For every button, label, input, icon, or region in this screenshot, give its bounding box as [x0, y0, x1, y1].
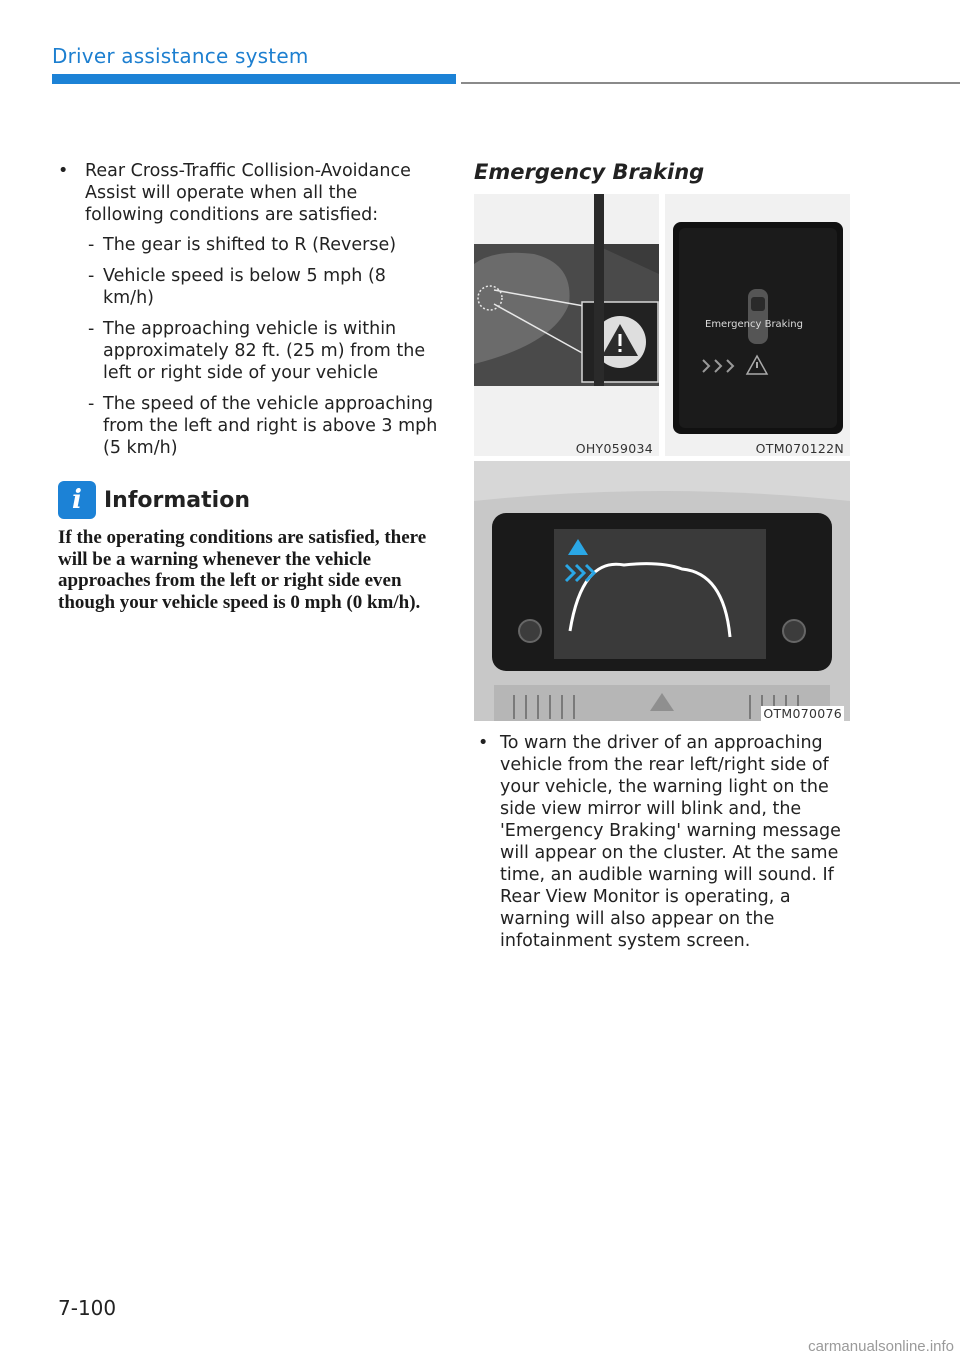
header-title: Driver assistance system: [52, 44, 309, 68]
bullet-dot-icon: •: [58, 161, 69, 181]
intro-bullet-text: Rear Cross-Traffic Collision-Avoidance Assist will operate when all the following conditions are satisfied:: [85, 161, 411, 225]
cluster-figure: [665, 194, 850, 456]
page-number: 7-100: [58, 1296, 117, 1320]
list-item: - The speed of the vehicle approaching from the left and right is above 3 mph (5 km/h): [88, 394, 438, 458]
section-title: Emergency Braking: [474, 160, 705, 184]
cluster-emergency-text: Emergency Braking: [705, 319, 803, 330]
info-icon: i: [58, 481, 96, 519]
cluster-illustration: [665, 194, 850, 456]
header-accent-bar: [52, 74, 456, 84]
left-column: [58, 160, 438, 613]
infotainment-illustration: [474, 461, 850, 721]
mirror-figure: [474, 194, 659, 456]
list-item: - The approaching vehicle is within approximately 82 ft. (25 m) from the left or right side of your vehicle: [88, 319, 426, 383]
cluster-figure-caption: OTM070122N: [755, 441, 844, 456]
list-item: - The gear is shifted to R (Reverse): [88, 235, 397, 255]
infotainment-figure-caption: OTM070076: [763, 706, 842, 721]
mirror-figure-caption: OHY059034: [575, 441, 653, 456]
conditions-list: [58, 234, 438, 459]
intro-bullet: [58, 160, 438, 226]
right-bullet-text: To warn the driver of an approaching vehicle from the rear left/right side of your vehicle, the warning light on the side view mirror will blink and, the 'Emergency Braking' warning message will appear on the cluster. At the same time, an audible warning will sound. If Rear View Monitor is operating, a warning will also appear on the infotainment system screen.: [500, 733, 841, 951]
right-bullet: [474, 732, 854, 952]
information-heading: [58, 481, 438, 519]
header-rule: [461, 82, 960, 84]
mirror-illustration: [474, 194, 659, 456]
infotainment-figure: [474, 461, 850, 721]
information-title: Information: [104, 487, 250, 513]
bullet-dot-icon: •: [478, 733, 489, 753]
watermark: carmanualsonline.info: [808, 1338, 954, 1355]
information-body: If the operating conditions are satisfied, there will be a warning whenever the vehicle approaches from the left or right side even though your vehicle speed is 0 mph (0 km/h).: [58, 527, 427, 613]
list-item: - Vehicle speed is below 5 mph (8 km/h): [88, 266, 386, 308]
